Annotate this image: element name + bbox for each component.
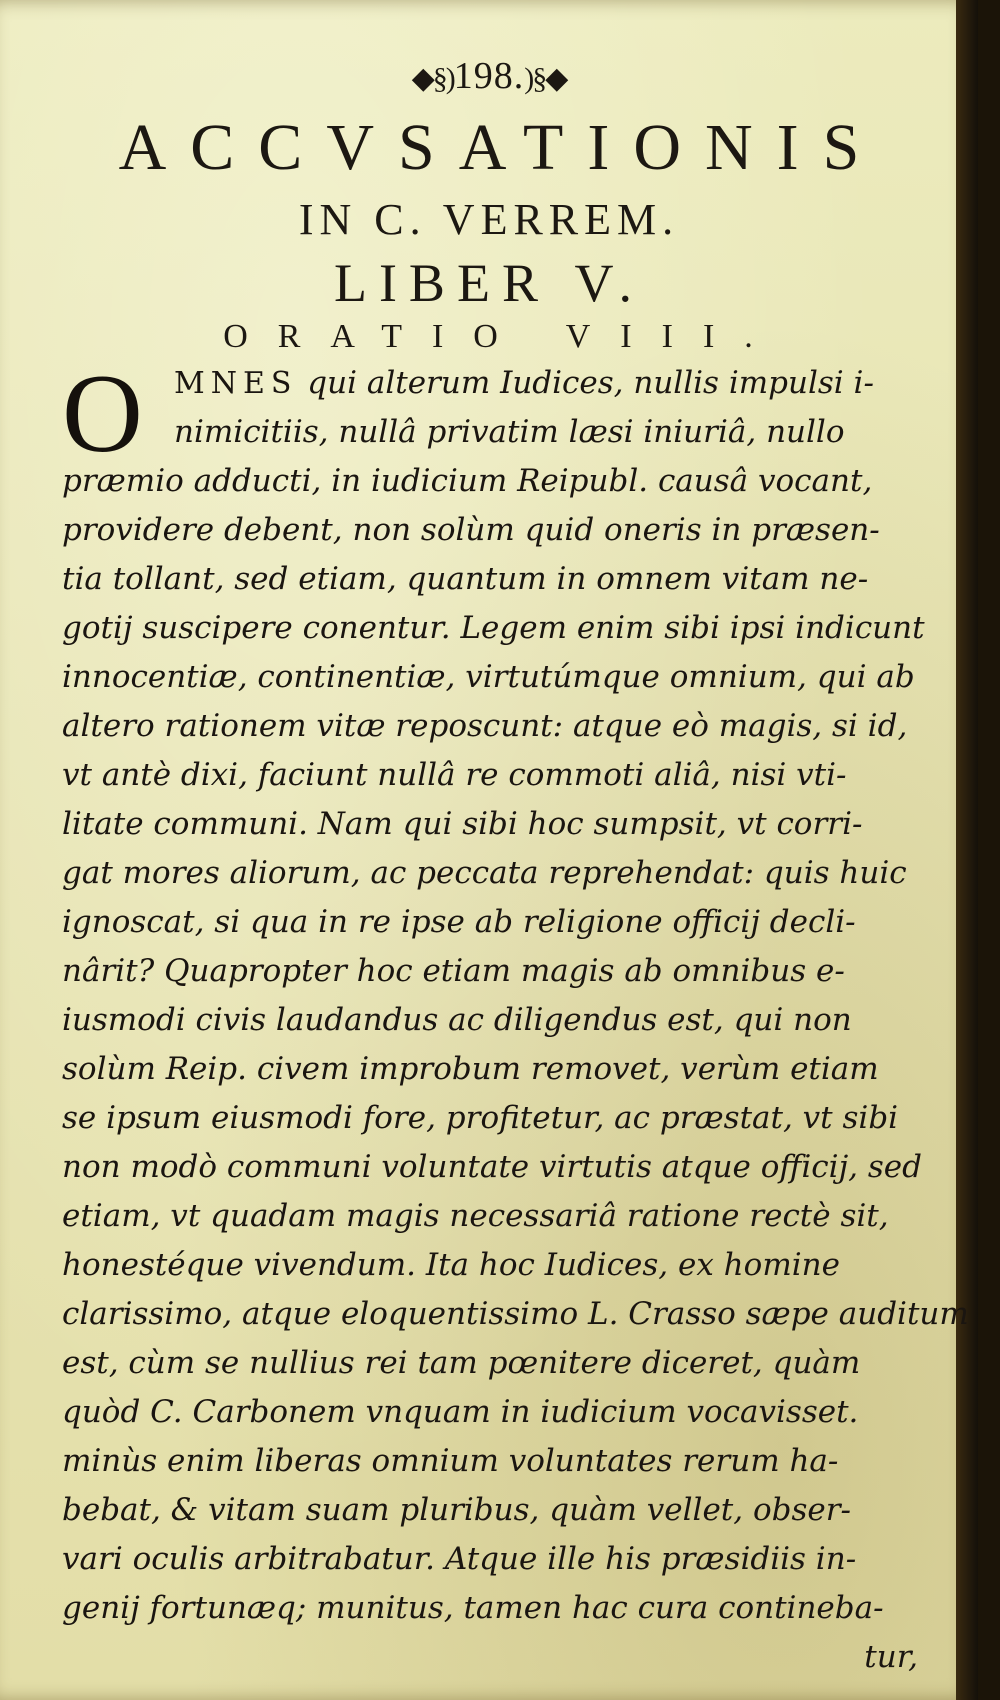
oration-heading: ORATIO VIII. xyxy=(223,318,783,355)
text-line: etiam, vt quadam magis necessariâ ratione rectè sit, xyxy=(62,1198,889,1234)
text-line: se ipsum eiusmodi fore, profitetur, ac præstat, vt sibi xyxy=(62,1100,899,1136)
text-line: innocentiæ, continentiæ, virtutúmque omnium, qui ab xyxy=(62,659,915,695)
first-word-caps: MNES xyxy=(174,366,298,401)
text-line: iusmodi civis laudandus ac diligendus est, qui non xyxy=(62,1002,852,1038)
text-line: tur, xyxy=(864,1639,918,1675)
text-line: præmio adducti, in iudicium Reipubl. causâ vocant, xyxy=(62,463,873,499)
text-line: providere debent, non solùm quid oneris in præsen- xyxy=(62,512,880,548)
first-line-text: qui alterum Iudices, nullis impulsi i- xyxy=(297,365,874,401)
text-line: quòd C. Carbonem vnquam in iudicium vocavisset. xyxy=(62,1394,859,1430)
text-line: gotij suscipere conentur. Legem enim sibi ipsi indicunt xyxy=(62,610,925,646)
text-line: solùm Reip. civem improbum removet, verùm etiam xyxy=(62,1051,879,1087)
drop-cap: O xyxy=(62,352,143,476)
text-line: honestéque vivendum. Ita hoc Iudices, ex homine xyxy=(62,1247,840,1283)
text-line: ignoscat, si qua in re ipse ab religione officij decli- xyxy=(62,904,856,940)
page-title: ACCVSATIONIS xyxy=(118,111,884,184)
left-ornament-icon: ◆§) xyxy=(411,62,454,95)
text-line: nârit? Quapropter hoc etiam magis ab omnibus e- xyxy=(62,953,845,989)
text-line: minùs enim liberas omnium voluntates rerum ha- xyxy=(62,1443,839,1479)
text-line: altero rationem vitæ reposcunt: atque eò magis, si id, xyxy=(62,708,908,744)
text-line xyxy=(174,365,874,401)
text-line: litate communi. Nam qui sibi hoc sumpsit, vt corri- xyxy=(62,806,863,842)
text-line: gat mores aliorum, ac peccata reprehendat: quis huic xyxy=(62,855,907,891)
text-line: tia tollant, sed etiam, quantum in omnem vitam ne- xyxy=(62,561,869,597)
text-line: bebat, & vitam suam pluribus, quàm vellet, obser- xyxy=(62,1492,852,1528)
text-line: vari oculis arbitrabatur. Atque ille his præsidiis in- xyxy=(62,1541,857,1577)
page-number xyxy=(0,54,978,98)
text-line: vt antè dixi, faciunt nullâ re commoti aliâ, nisi vti- xyxy=(62,757,847,793)
text-line: est, cùm se nullius rei tam pœnitere diceret, quàm xyxy=(62,1345,861,1381)
book-heading: LIBER V. xyxy=(333,253,645,313)
text-line: genij fortunæq; munitus, tamen hac cura contineba- xyxy=(62,1590,884,1626)
text-line: clarissimo, atque eloquentissimo L. Crasso sæpe auditum xyxy=(62,1296,969,1332)
page-subtitle: IN C. VERREM. xyxy=(298,195,680,244)
text-line: nimicitiis, nullâ privatim læsi iniuriâ, nullo xyxy=(174,414,845,450)
text-line: non modò communi voluntate virtutis atque officij, sed xyxy=(62,1149,922,1185)
page-number-text: 198. xyxy=(453,55,525,97)
right-ornament-icon: )§◆ xyxy=(524,62,567,95)
